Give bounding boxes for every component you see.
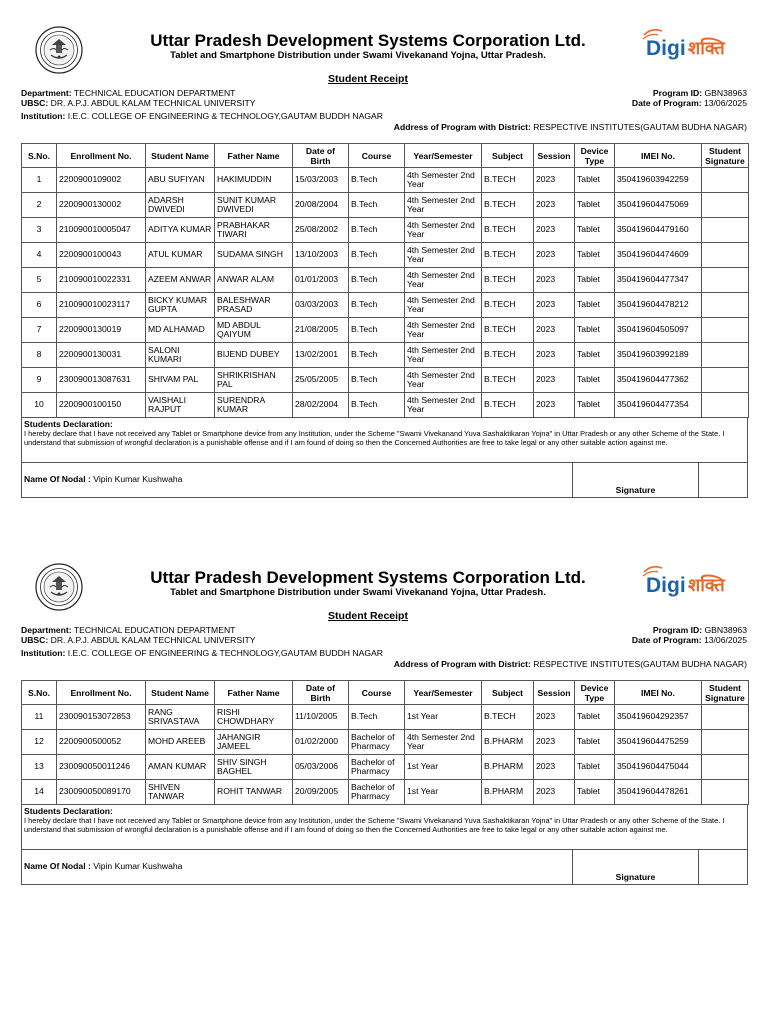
cell-student-name: AZEEM ANWAR <box>146 268 215 293</box>
institution-line: Institution: I.E.C. COLLEGE OF ENGINEERING & TECHNOLOGY,GAUTAM BUDDH NAGAR <box>21 648 383 658</box>
cell-year-semester: 4th Semester 2nd Year <box>405 393 482 418</box>
cell-sno: 5 <box>22 268 57 293</box>
cell-student-name: VAISHALI RAJPUT <box>146 393 215 418</box>
declaration-box <box>21 805 748 885</box>
cell-father-name: HAKIMUDDIN <box>215 168 293 193</box>
cell-session: 2023 <box>534 193 575 218</box>
svg-text:Digi: Digi <box>646 37 686 60</box>
cell-imei-no: 350419604477362 <box>615 368 702 393</box>
declaration-text: I hereby declare that I have not received any Tablet or Smartphone device from any Institution, under the Scheme "Swami Vivekanand Yuva Sashaktikaran Yojna" in Uttar Pradesh or any other Scheme of the State. I understand that submission of wrongful declaration is a punishable offense and if I am found of doing so then the Concerned Authorities are free to take legal or any other suitable action against me. <box>24 816 725 834</box>
cell-father-name: BALESHWAR PRASAD <box>215 293 293 318</box>
cell-student-signature <box>702 368 749 393</box>
cell-date-of-birth: 21/08/2005 <box>293 318 349 343</box>
declaration-title: Students Declaration: <box>24 806 113 816</box>
column-header-session: Session <box>534 144 575 168</box>
cell-student-name: ADARSH DWIVEDI <box>146 193 215 218</box>
cell-year-semester: 4th Semester 2nd Year <box>405 318 482 343</box>
svg-text:शक्ति: शक्ति <box>688 575 725 596</box>
cell-course: Bachelor of Pharmacy <box>349 730 405 755</box>
cell-course: B.Tech <box>349 318 405 343</box>
cell-student-signature <box>702 243 749 268</box>
cell-enrollment-no: 2200900130019 <box>57 318 146 343</box>
cell-imei-no: 350419603992189 <box>615 343 702 368</box>
cell-father-name: MD ABDUL QAIYUM <box>215 318 293 343</box>
cell-course: B.Tech <box>349 705 405 730</box>
cell-date-of-birth: 01/02/2000 <box>293 730 349 755</box>
cell-student-name: BICKY KUMAR GUPTA <box>146 293 215 318</box>
program-date-line: Date of Program: 13/06/2025 <box>631 98 747 108</box>
cell-session: 2023 <box>534 293 575 318</box>
cell-session: 2023 <box>534 780 575 805</box>
signature-label: Signature <box>615 872 656 882</box>
cell-imei-no: 350419604478212 <box>615 293 702 318</box>
cell-year-semester: 4th Semester 2nd Year <box>405 293 482 318</box>
cell-sno: 11 <box>22 705 57 730</box>
cell-session: 2023 <box>534 343 575 368</box>
cell-date-of-birth: 13/02/2001 <box>293 343 349 368</box>
cell-course: B.Tech <box>349 193 405 218</box>
svg-text:शक्ति: शक्ति <box>688 38 725 59</box>
table-row <box>22 393 749 418</box>
column-header-course: Course <box>349 144 405 168</box>
cell-father-name: BIJEND DUBEY <box>215 343 293 368</box>
cell-course: B.Tech <box>349 393 405 418</box>
cell-course: B.Tech <box>349 268 405 293</box>
column-header-father-name: Father Name <box>215 681 293 705</box>
nodal-name: Vipin Kumar Kushwaha <box>93 474 183 484</box>
cell-imei-no: 350419603942259 <box>615 168 702 193</box>
cell-date-of-birth: 05/03/2006 <box>293 755 349 780</box>
cell-subject: B.TECH <box>482 193 534 218</box>
cell-student-name: SALONI KUMARI <box>146 343 215 368</box>
cell-sno: 9 <box>22 368 57 393</box>
scheme-subtitle: Tablet and Smartphone Distribution under Swami Vivekanand Yojna, Uttar Pradesh. <box>170 587 546 598</box>
cell-imei-no: 350419604477347 <box>615 268 702 293</box>
cell-device-type: Tablet <box>575 343 615 368</box>
cell-course: Bachelor of Pharmacy <box>349 755 405 780</box>
cell-year-semester: 4th Semester 2nd Year <box>405 730 482 755</box>
cell-sno: 3 <box>22 218 57 243</box>
cell-date-of-birth: 25/05/2005 <box>293 368 349 393</box>
column-header-date-of-birth: Date of Birth <box>293 681 349 705</box>
nodal-line: Name Of Nodal : Vipin Kumar Kushwaha <box>24 861 183 871</box>
cell-course: B.Tech <box>349 368 405 393</box>
cell-date-of-birth: 20/09/2005 <box>293 780 349 805</box>
cell-device-type: Tablet <box>575 780 615 805</box>
column-header-year-semester: Year/Semester <box>405 144 482 168</box>
cell-father-name: SURENDRA KUMAR <box>215 393 293 418</box>
column-header-subject: Subject <box>482 144 534 168</box>
table-row <box>22 318 749 343</box>
column-header-student-signature: Student Signature <box>702 144 749 168</box>
cell-student-signature <box>702 193 749 218</box>
cell-enrollment-no: 2200900130002 <box>57 193 146 218</box>
cell-device-type: Tablet <box>575 393 615 418</box>
cell-student-signature <box>702 705 749 730</box>
cell-enrollment-no: 230090153072853 <box>57 705 146 730</box>
program-id-line: Program ID: GBN38963 <box>652 88 747 98</box>
cell-student-signature <box>702 780 749 805</box>
cell-student-signature <box>702 730 749 755</box>
cell-enrollment-no: 2200900100150 <box>57 393 146 418</box>
column-header-device-type: Device Type <box>575 144 615 168</box>
program-address-line: Address of Program with District: RESPECTIVE INSTITUTES(GAUTAM BUDHA NAGAR) <box>393 659 747 669</box>
cell-course: B.Tech <box>349 243 405 268</box>
cell-device-type: Tablet <box>575 318 615 343</box>
cell-date-of-birth: 03/03/2003 <box>293 293 349 318</box>
column-header-father-name: Father Name <box>215 144 293 168</box>
ubsc-line: UBSC: DR. A.P.J. ABDUL KALAM TECHNICAL UNIVERSITY <box>21 635 256 645</box>
cell-student-name: MOHD AREEB <box>146 730 215 755</box>
cell-session: 2023 <box>534 755 575 780</box>
cell-father-name: SUNIT KUMAR DWIVEDI <box>215 193 293 218</box>
cell-device-type: Tablet <box>575 243 615 268</box>
cell-session: 2023 <box>534 268 575 293</box>
svg-text:Digi: Digi <box>646 574 686 597</box>
cell-course: B.Tech <box>349 168 405 193</box>
table-row <box>22 168 749 193</box>
cell-year-semester: 4th Semester 2nd Year <box>405 243 482 268</box>
cell-imei-no: 350419604477354 <box>615 393 702 418</box>
cell-sno: 13 <box>22 755 57 780</box>
cell-session: 2023 <box>534 218 575 243</box>
cell-student-name: RANG SRIVASTAVA <box>146 705 215 730</box>
cell-student-signature <box>702 343 749 368</box>
column-header-imei-no: IMEI No. <box>615 681 702 705</box>
cell-year-semester: 4th Semester 2nd Year <box>405 168 482 193</box>
cell-subject: B.TECH <box>482 318 534 343</box>
cell-father-name: ROHIT TANWAR <box>215 780 293 805</box>
cell-enrollment-no: 2200900100043 <box>57 243 146 268</box>
cell-student-name: SHIVAM PAL <box>146 368 215 393</box>
cell-sno: 10 <box>22 393 57 418</box>
column-header-sno: S.No. <box>22 681 57 705</box>
cell-student-name: MD ALHAMAD <box>146 318 215 343</box>
table-row <box>22 193 749 218</box>
cell-session: 2023 <box>534 168 575 193</box>
cell-date-of-birth: 13/10/2003 <box>293 243 349 268</box>
cell-year-semester: 4th Semester 2nd Year <box>405 368 482 393</box>
column-header-enrollment-no: Enrollment No. <box>57 144 146 168</box>
cell-student-name: SHIVEN TANWAR <box>146 780 215 805</box>
cell-subject: B.TECH <box>482 343 534 368</box>
program-date-line: Date of Program: 13/06/2025 <box>631 635 747 645</box>
cell-sno: 1 <box>22 168 57 193</box>
table-row <box>22 343 749 368</box>
cell-father-name: PRABHAKAR TIWARI <box>215 218 293 243</box>
cell-student-name: ADITYA KUMAR <box>146 218 215 243</box>
cell-date-of-birth: 01/01/2003 <box>293 268 349 293</box>
cell-enrollment-no: 210090010023117 <box>57 293 146 318</box>
cell-imei-no: 350419604505097 <box>615 318 702 343</box>
cell-sno: 6 <box>22 293 57 318</box>
cell-device-type: Tablet <box>575 218 615 243</box>
department-line: Department: TECHNICAL EDUCATION DEPARTMENT <box>21 88 236 98</box>
column-header-device-type: Device Type <box>575 681 615 705</box>
column-header-session: Session <box>534 681 575 705</box>
table-row <box>22 755 749 780</box>
declaration-box <box>21 418 748 498</box>
cell-sno: 12 <box>22 730 57 755</box>
cell-imei-no: 350419604478261 <box>615 780 702 805</box>
department-line: Department: TECHNICAL EDUCATION DEPARTMENT <box>21 625 236 635</box>
column-header-subject: Subject <box>482 681 534 705</box>
cell-session: 2023 <box>534 318 575 343</box>
declaration-title: Students Declaration: <box>24 419 113 429</box>
corporation-title: Uttar Pradesh Development Systems Corporation Ltd. <box>150 31 586 50</box>
cell-father-name: RISHI CHOWDHARY <box>215 705 293 730</box>
cell-date-of-birth: 25/08/2002 <box>293 218 349 243</box>
cell-year-semester: 4th Semester 2nd Year <box>405 268 482 293</box>
column-header-date-of-birth: Date of Birth <box>293 144 349 168</box>
cell-student-signature <box>702 268 749 293</box>
cell-father-name: ANWAR ALAM <box>215 268 293 293</box>
table-header-row <box>22 144 749 168</box>
cell-subject: B.PHARM <box>482 780 534 805</box>
cell-enrollment-no: 230090050011246 <box>57 755 146 780</box>
cell-student-signature <box>702 168 749 193</box>
cell-device-type: Tablet <box>575 368 615 393</box>
table-row <box>22 293 749 318</box>
cell-subject: B.PHARM <box>482 755 534 780</box>
cell-father-name: SHRIKRISHAN PAL <box>215 368 293 393</box>
cell-date-of-birth: 28/02/2004 <box>293 393 349 418</box>
cell-date-of-birth: 15/03/2003 <box>293 168 349 193</box>
cell-year-semester: 4th Semester 2nd Year <box>405 218 482 243</box>
column-header-year-semester: Year/Semester <box>405 681 482 705</box>
cell-sno: 8 <box>22 343 57 368</box>
table-row <box>22 705 749 730</box>
cell-course: B.Tech <box>349 218 405 243</box>
cell-father-name: JAHANGIR JAMEEL <box>215 730 293 755</box>
cell-device-type: Tablet <box>575 168 615 193</box>
table-row <box>22 368 749 393</box>
cell-sno: 4 <box>22 243 57 268</box>
scheme-subtitle: Tablet and Smartphone Distribution under Swami Vivekanand Yojna, Uttar Pradesh. <box>170 50 546 61</box>
cell-year-semester: 1st Year <box>405 755 482 780</box>
cell-sno: 2 <box>22 193 57 218</box>
cell-imei-no: 350419604479160 <box>615 218 702 243</box>
cell-enrollment-no: 2200900500052 <box>57 730 146 755</box>
cell-subject: B.PHARM <box>482 730 534 755</box>
cell-enrollment-no: 210090010022331 <box>57 268 146 293</box>
program-address-line: Address of Program with District: RESPECTIVE INSTITUTES(GAUTAM BUDHA NAGAR) <box>393 122 747 132</box>
cell-session: 2023 <box>534 243 575 268</box>
cell-father-name: SHIV SINGH BAGHEL <box>215 755 293 780</box>
cell-session: 2023 <box>534 705 575 730</box>
table-row <box>22 730 749 755</box>
table-row <box>22 780 749 805</box>
cell-device-type: Tablet <box>575 268 615 293</box>
cell-course: Bachelor of Pharmacy <box>349 780 405 805</box>
table-row <box>22 243 749 268</box>
column-header-student-name: Student Name <box>146 681 215 705</box>
cell-year-semester: 1st Year <box>405 780 482 805</box>
cell-subject: B.TECH <box>482 368 534 393</box>
cell-date-of-birth: 20/08/2004 <box>293 193 349 218</box>
table-row <box>22 268 749 293</box>
cell-device-type: Tablet <box>575 755 615 780</box>
nodal-name: Vipin Kumar Kushwaha <box>93 861 183 871</box>
cell-session: 2023 <box>534 730 575 755</box>
cell-year-semester: 4th Semester 2nd Year <box>405 343 482 368</box>
cell-session: 2023 <box>534 368 575 393</box>
cell-enrollment-no: 230090013087631 <box>57 368 146 393</box>
cell-subject: B.TECH <box>482 218 534 243</box>
cell-imei-no: 350419604475259 <box>615 730 702 755</box>
ubsc-line: UBSC: DR. A.P.J. ABDUL KALAM TECHNICAL UNIVERSITY <box>21 98 256 108</box>
table-header-row <box>22 681 749 705</box>
cell-imei-no: 350419604292357 <box>615 705 702 730</box>
cell-student-signature <box>702 218 749 243</box>
student-table <box>21 143 749 418</box>
column-header-student-name: Student Name <box>146 144 215 168</box>
institution-line: Institution: I.E.C. COLLEGE OF ENGINEERING & TECHNOLOGY,GAUTAM BUDDH NAGAR <box>21 111 383 121</box>
cell-subject: B.TECH <box>482 705 534 730</box>
cell-session: 2023 <box>534 393 575 418</box>
cell-subject: B.TECH <box>482 293 534 318</box>
cell-student-name: ABU SUFIYAN <box>146 168 215 193</box>
cell-year-semester: 4th Semester 2nd Year <box>405 193 482 218</box>
cell-student-signature <box>702 393 749 418</box>
cell-imei-no: 350419604474609 <box>615 243 702 268</box>
cell-enrollment-no: 2200900109002 <box>57 168 146 193</box>
cell-device-type: Tablet <box>575 293 615 318</box>
cell-enrollment-no: 210090010005047 <box>57 218 146 243</box>
cell-subject: B.TECH <box>482 243 534 268</box>
cell-student-signature <box>702 755 749 780</box>
cell-sno: 14 <box>22 780 57 805</box>
cell-student-signature <box>702 318 749 343</box>
cell-subject: B.TECH <box>482 168 534 193</box>
cell-father-name: SUDAMA SINGH <box>215 243 293 268</box>
column-header-enrollment-no: Enrollment No. <box>57 681 146 705</box>
signature-label: Signature <box>615 485 656 495</box>
nodal-line: Name Of Nodal : Vipin Kumar Kushwaha <box>24 474 183 484</box>
cell-student-name: ATUL KUMAR <box>146 243 215 268</box>
table-row <box>22 218 749 243</box>
cell-year-semester: 1st Year <box>405 705 482 730</box>
cell-device-type: Tablet <box>575 705 615 730</box>
cell-course: B.Tech <box>349 343 405 368</box>
cell-device-type: Tablet <box>575 193 615 218</box>
receipt-title: Student Receipt <box>328 610 408 622</box>
cell-device-type: Tablet <box>575 730 615 755</box>
corporation-title: Uttar Pradesh Development Systems Corporation Ltd. <box>150 568 586 587</box>
cell-date-of-birth: 11/10/2005 <box>293 705 349 730</box>
cell-enrollment-no: 230090050089170 <box>57 780 146 805</box>
cell-subject: B.TECH <box>482 268 534 293</box>
cell-student-signature <box>702 293 749 318</box>
column-header-student-signature: Student Signature <box>702 681 749 705</box>
cell-subject: B.TECH <box>482 393 534 418</box>
column-header-imei-no: IMEI No. <box>615 144 702 168</box>
student-table <box>21 680 749 805</box>
cell-student-name: AMAN KUMAR <box>146 755 215 780</box>
cell-imei-no: 350419604475069 <box>615 193 702 218</box>
cell-course: B.Tech <box>349 293 405 318</box>
cell-sno: 7 <box>22 318 57 343</box>
cell-enrollment-no: 2200900130031 <box>57 343 146 368</box>
program-id-line: Program ID: GBN38963 <box>652 625 747 635</box>
column-header-sno: S.No. <box>22 144 57 168</box>
declaration-text: I hereby declare that I have not received any Tablet or Smartphone device from any Institution, under the Scheme "Swami Vivekanand Yuva Sashaktikaran Yojna" in Uttar Pradesh or any other Scheme of the State. I understand that submission of wrongful declaration is a punishable offense and if I am found of doing so then the Concerned Authorities are free to take legal or any other suitable action against me. <box>24 429 725 447</box>
column-header-course: Course <box>349 681 405 705</box>
receipt-title: Student Receipt <box>328 73 408 85</box>
cell-imei-no: 350419604475044 <box>615 755 702 780</box>
